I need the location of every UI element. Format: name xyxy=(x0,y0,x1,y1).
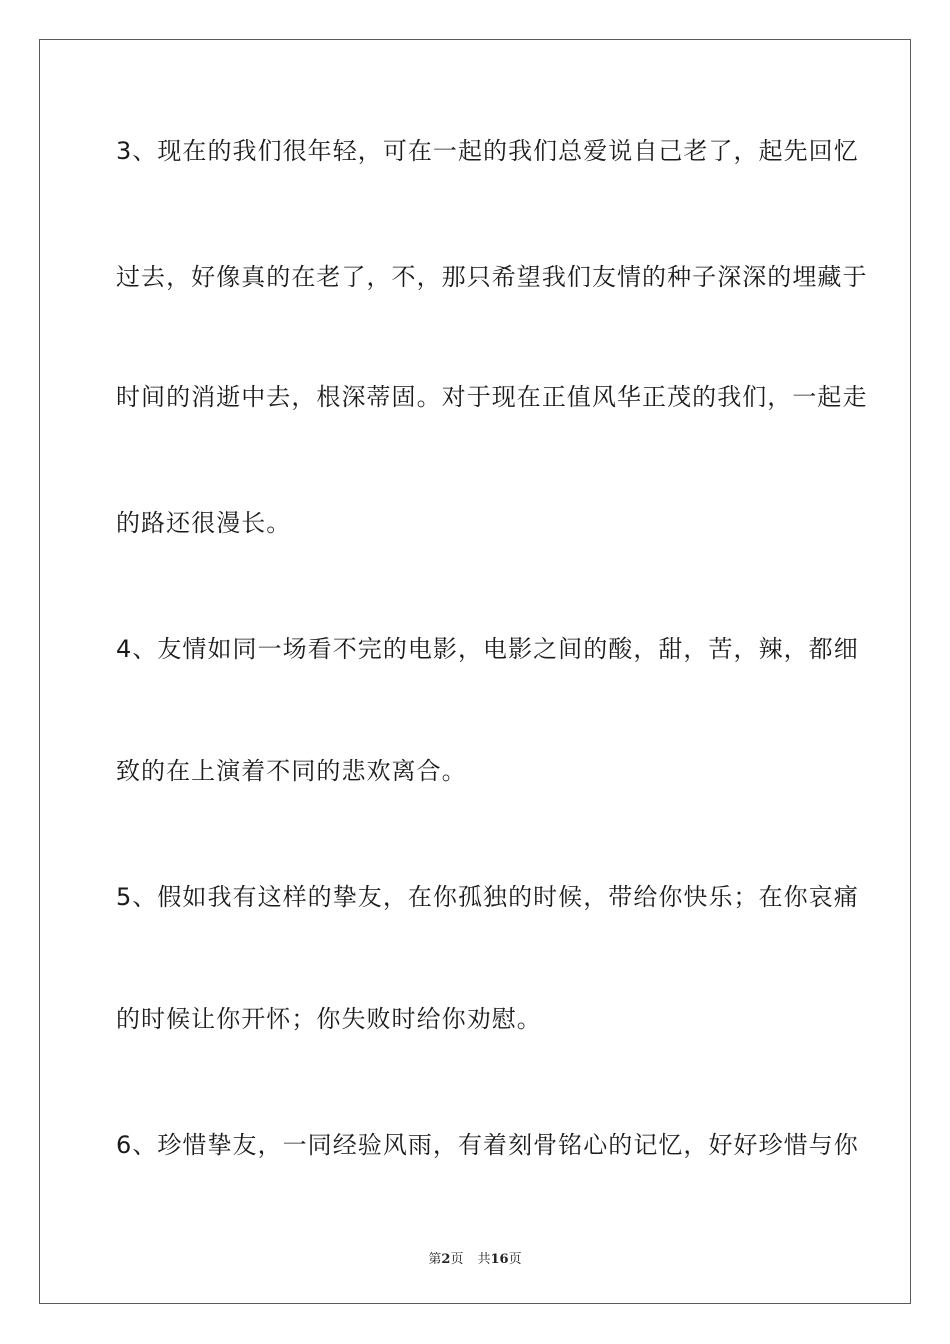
page-total: 共16页 xyxy=(477,1252,522,1267)
text-line: 6、珍惜挚友，一同经验风雨，有着刻骨铭心的记忆，好好珍惜与你 xyxy=(116,1131,859,1159)
text-line: 过去，好像真的在老了，不，那只希望我们友情的种子深深的埋藏于 xyxy=(116,263,868,291)
text-line: 的时候让你开怀；你失败时给你劝慰。 xyxy=(116,1005,542,1033)
text-line: 4、友情如同一场看不完的电影，电影之间的酸，甜，苦，辣，都细 xyxy=(116,635,859,663)
text-line: 5、假如我有这样的挚友，在你孤独的时候，带给你快乐；在你哀痛 xyxy=(116,883,859,911)
page-border xyxy=(39,39,911,1304)
page-number: 第2页 xyxy=(428,1252,464,1267)
text-line: 致的在上演着不同的悲欢离合。 xyxy=(116,757,467,785)
text-line: 3、现在的我们很年轻，可在一起的我们总爱说自己老了，起先回忆 xyxy=(116,137,859,165)
text-line: 的路还很漫长。 xyxy=(116,509,292,537)
text-line: 时间的消逝中去，根深蒂固。对于现在正值风华正茂的我们，一起走 xyxy=(116,383,868,411)
page-footer xyxy=(0,1248,950,1267)
